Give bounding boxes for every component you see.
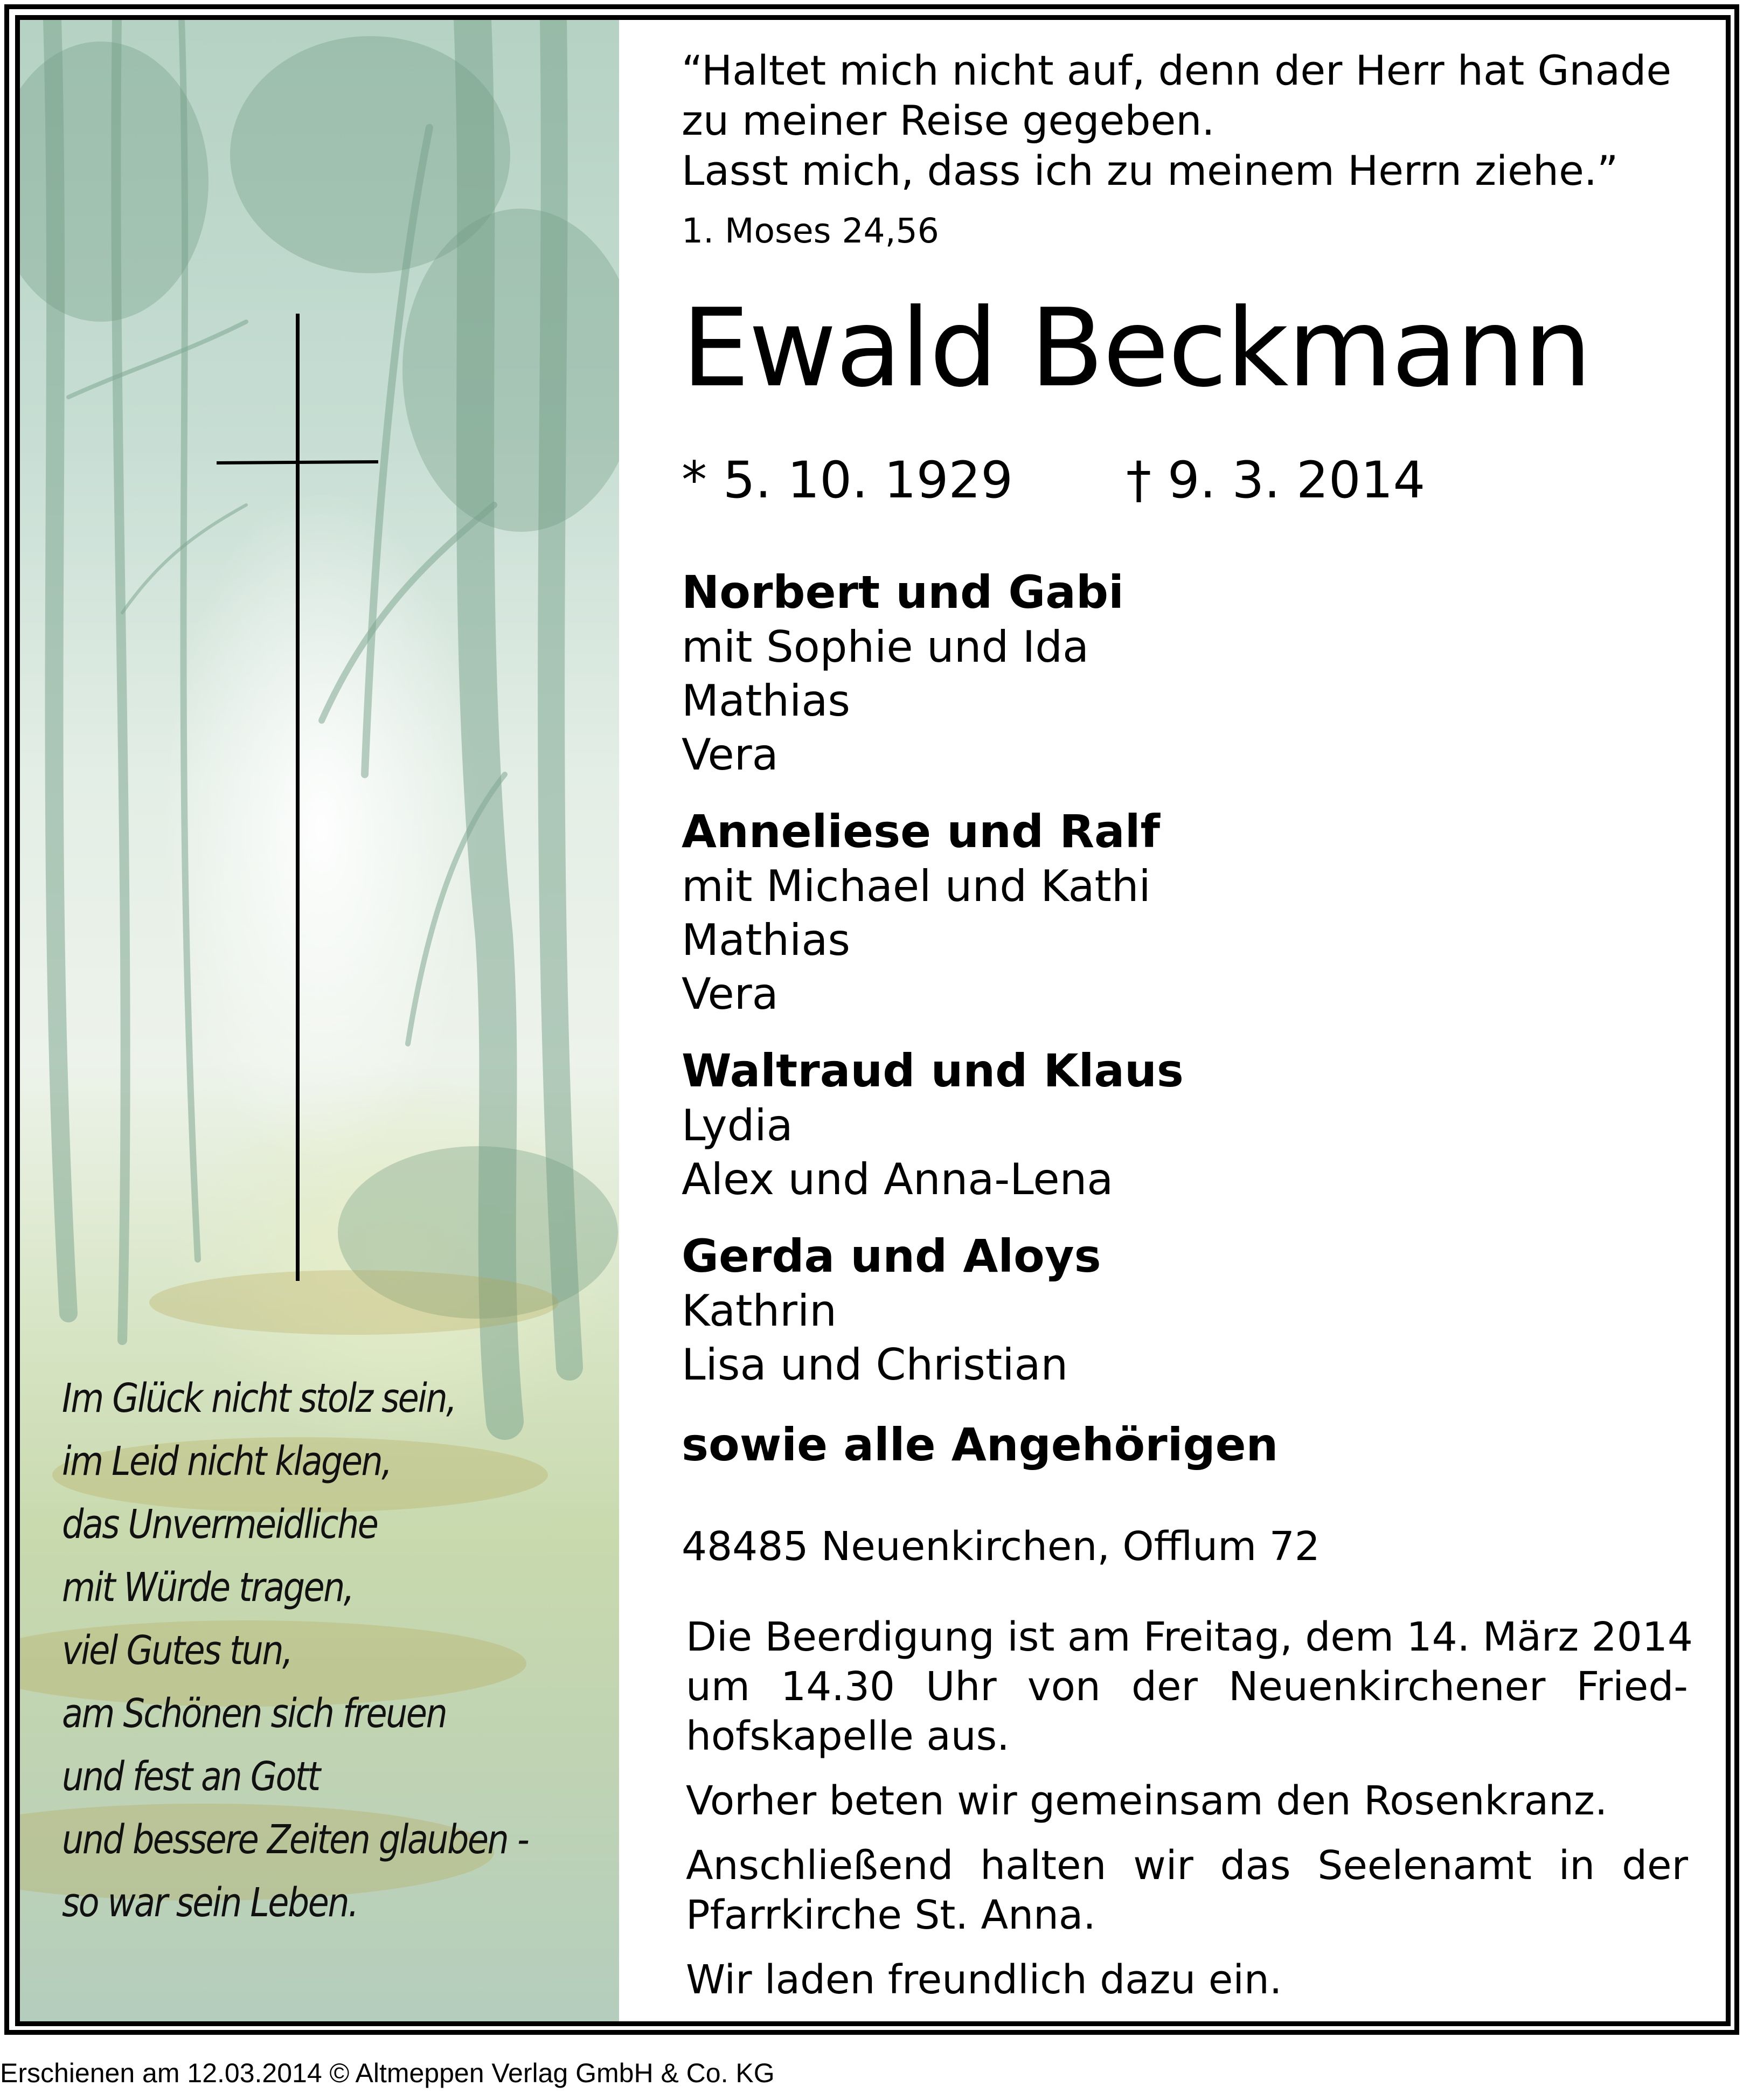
funeral-line: Die Beerdigung ist am Freitag, dem 14. März 2014 (686, 1614, 1693, 1660)
poem-line: und fest an Gott (62, 1754, 320, 1800)
birth-date: * 5. 10. 1929 (682, 451, 1013, 510)
quote-line: Lasst mich, dass ich zu meinem Herrn ziehe.” (682, 147, 1619, 195)
family-group (682, 1043, 1184, 1207)
funeral-line: Vorher beten wir gemeinsam den Rosenkranz. (686, 1778, 1608, 1824)
family-member: Lydia (682, 1100, 793, 1151)
family-member: Vera (682, 969, 779, 1019)
funeral-paragraph (686, 1612, 1693, 1761)
family-list (682, 564, 1184, 1413)
family-head: Norbert und Gabi (682, 566, 1124, 619)
family-member: mit Sophie und Ida (682, 622, 1089, 672)
poem-line: im Leid nicht klagen, (62, 1438, 391, 1485)
death-date: † 9. 3. 2014 (1126, 451, 1426, 510)
family-group (682, 1228, 1184, 1392)
poem-line: so war sein Leben. (62, 1880, 358, 1926)
funeral-line: Pfarrkirche St. Anna. (686, 1892, 1096, 1938)
family-address: 48485 Neuenkirchen, Offlum 72 (682, 1523, 1320, 1570)
obituary-frame (15, 15, 1731, 2026)
poem-line: am Schönen sich freuen (62, 1690, 447, 1737)
requiem-paragraph (686, 1841, 1688, 1940)
publication-footer: Erschienen am 12.03.2014 © Altmeppen Verlag GmbH & Co. KG (0, 2058, 775, 2088)
poem (62, 1367, 528, 1935)
poem-line: und bessere Zeiten glauben - (62, 1817, 529, 1863)
funeral-info (686, 1612, 1693, 2020)
family-member: Vera (682, 730, 779, 780)
family-member: Mathias (682, 676, 851, 726)
quote-source: 1. Moses 24,56 (682, 211, 939, 251)
poem-line: Im Glück nicht stolz sein, (62, 1375, 456, 1422)
family-head: Waltraud und Klaus (682, 1044, 1184, 1097)
family-member: Kathrin (682, 1286, 837, 1336)
poem-line: mit Würde tragen, (62, 1564, 353, 1611)
forest-path-photo (20, 20, 619, 2021)
family-member: Alex und Anna-Lena (682, 1154, 1114, 1204)
family-member: Mathias (682, 915, 851, 965)
quote-line: zu meiner Reise gegeben. (682, 96, 1215, 144)
funeral-line: Anschließend halten wir das Seelenamt in der (686, 1842, 1688, 1889)
family-group (682, 564, 1184, 782)
invitation-paragraph (686, 1955, 1688, 2005)
funeral-line: Wir laden freundlich dazu ein. (686, 1957, 1282, 2003)
relatives-line: sowie alle Angehörigen (682, 1418, 1279, 1471)
family-member: mit Michael und Kathi (682, 861, 1151, 911)
poem-line: das Unvermeidliche (62, 1501, 378, 1548)
rosary-paragraph (686, 1776, 1688, 1826)
life-dates (682, 451, 1425, 510)
family-group (682, 803, 1184, 1021)
deceased-name: Ewald Beckmann (682, 286, 1591, 411)
poem-line: viel Gutes tun, (62, 1627, 292, 1674)
family-head: Anneliese und Ralf (682, 805, 1161, 858)
family-member: Lisa und Christian (682, 1340, 1068, 1390)
cross-icon (296, 314, 300, 1281)
funeral-line: um 14.30 Uhr von der Neuenkirchener Fried- (686, 1664, 1688, 1710)
family-head: Gerda und Aloys (682, 1230, 1101, 1283)
funeral-line: hofskapelle aus. (686, 1713, 1010, 1759)
quote-line: “Haltet mich nicht auf, denn der Herr hat Gnade (682, 46, 1672, 94)
bible-quote (682, 45, 1671, 196)
